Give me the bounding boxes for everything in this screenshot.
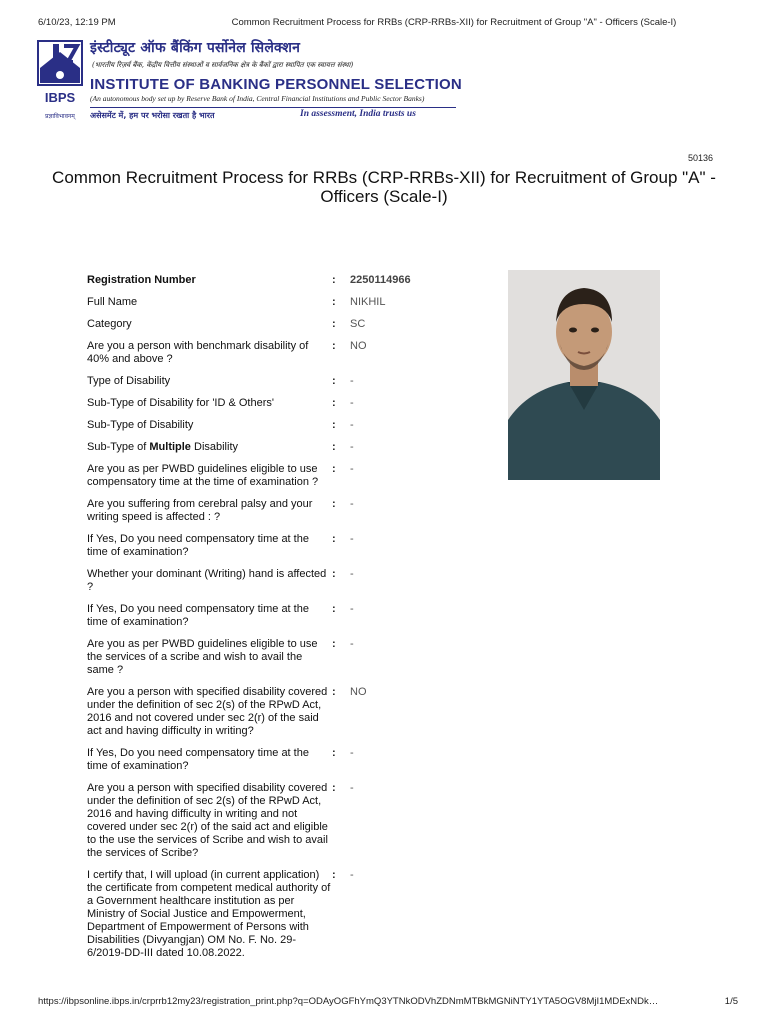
field-specified-disability-scribe [87, 782, 417, 860]
field-value: - [350, 498, 354, 510]
field-cerebral-palsy [87, 498, 417, 524]
field-label-after: Disability [190, 441, 239, 453]
field-separator: : [332, 603, 336, 615]
field-type-of-disability [87, 375, 417, 388]
field-value: - [350, 782, 354, 794]
org-subtitle: (An autonomous body set up by Reserve Bank of India, Central Financial Institutions and Public Sector Banks) [90, 94, 425, 103]
field-label: Are you a person with specified disability covered under the definition of sec 2(s) of the RPwD Act, 2016 and having difficulty in writing and not covered under sec 2(r) of the said act and eligible to the use the services of Scribe and wish to avail the services of Scribe? [87, 782, 328, 859]
field-value: NIKHIL [350, 296, 386, 308]
field-value: - [350, 419, 354, 431]
field-dominant-hand [87, 568, 417, 594]
field-specified-disability-writing [87, 686, 417, 738]
field-value: - [350, 638, 354, 650]
page-title: Common Recruitment Process for RRBs (CRP-RRBs-XII) for Recruitment of Group "A" - Officers (Scale-I) [52, 168, 716, 206]
field-separator: : [332, 441, 336, 453]
field-label: Full Name [87, 296, 138, 308]
field-value: - [350, 533, 354, 545]
ibps-logo-text: IBPS [44, 90, 76, 105]
ibps-logo-hindi: प्रज्ञाविभावनम् [45, 113, 75, 120]
candidate-photo [508, 270, 660, 480]
field-label: Sub-Type of Disability [87, 419, 194, 431]
field-label: I certify that, I will upload (in current application) the certificate from competent medical authority of a Government healthcare institution as per Ministry of Social Justice and Empowerment, Department of Empowerment of Persons with Disabilities (Divyangjan) OM No. F. No. 29-6/2019-DD-III dated 10.08.2022. [87, 869, 331, 959]
field-benchmark-disability [87, 340, 417, 366]
field-label: If Yes, Do you need compensatory time at the time of examination? [87, 747, 309, 772]
field-label: Are you a person with benchmark disability of 40% and above ? [87, 340, 309, 365]
registration-details [87, 274, 417, 969]
tagline-divider [90, 107, 456, 108]
field-label: Whether your dominant (Writing) hand is affected ? [87, 568, 327, 593]
field-pwbd-compensatory-time [87, 463, 417, 489]
field-value: - [350, 397, 354, 409]
field-separator: : [332, 782, 336, 794]
field-value: NO [350, 686, 367, 698]
field-registration-number [87, 274, 417, 287]
tagline-hindi: असेसमेंट में, हम पर भरोसा रखता है भारत [90, 111, 215, 120]
print-date: 6/10/23, 12:19 PM [38, 17, 116, 28]
field-label: If Yes, Do you need compensatory time at the time of examination? [87, 603, 309, 628]
field-label: Are you as per PWBD guidelines eligible to use compensatory time at the time of examination ? [87, 463, 319, 488]
field-separator: : [332, 463, 336, 475]
print-footer [38, 996, 738, 1008]
field-label: If Yes, Do you need compensatory time at the time of examination? [87, 533, 309, 558]
field-subtype-of-disability [87, 419, 417, 432]
ibps-logo [37, 40, 83, 122]
field-label: Type of Disability [87, 375, 171, 387]
field-separator: : [332, 318, 336, 330]
field-label-bold: Multiple [149, 441, 191, 453]
field-separator: : [332, 274, 336, 286]
document-code: 50136 [687, 153, 713, 163]
org-name: INSTITUTE OF BANKING PERSONNEL SELECTION [90, 76, 462, 93]
field-category [87, 318, 417, 331]
field-value: SC [350, 318, 366, 330]
field-certificate-declaration [87, 869, 417, 960]
field-subtype-multiple-disability [87, 441, 417, 454]
field-value: - [350, 603, 354, 615]
field-compensatory-time-3 [87, 747, 417, 773]
field-separator: : [332, 869, 336, 881]
field-separator: : [332, 419, 336, 431]
field-value: 2250114966 [350, 274, 411, 286]
print-header [38, 17, 730, 31]
field-value: NO [350, 340, 367, 352]
field-label: Category [87, 318, 132, 330]
org-name-hindi: इंस्टीट्यूट ऑफ बैंकिंग पर्सोनेल सिलेक्शन [90, 40, 301, 56]
field-subtype-id-others [87, 397, 417, 410]
field-separator: : [332, 340, 336, 352]
field-separator: : [332, 397, 336, 409]
field-label: Sub-Type of Disability for 'ID & Others' [87, 397, 274, 409]
field-compensatory-time-1 [87, 533, 417, 559]
field-separator: : [332, 638, 336, 650]
org-sub-hindi: (भारतीय रिज़र्व बैंक, केंद्रीय वित्तीय संस्थाओं व सार्वजनिक क्षेत्र के बैंकों द्वारा स्थापित एक स्वायत्त संस्था) [92, 61, 354, 69]
field-label: Registration Number [87, 274, 196, 286]
field-separator: : [332, 375, 336, 387]
field-compensatory-time-2 [87, 603, 417, 629]
field-label: Are you as per PWBD guidelines eligible to use the services of a scribe and wish to avail the same ? [87, 638, 318, 676]
field-separator: : [332, 296, 336, 308]
field-value: - [350, 568, 354, 580]
field-label: Are you suffering from cerebral palsy and your writing speed is affected : ? [87, 498, 313, 523]
field-separator: : [332, 686, 336, 698]
page-url: https://ibpsonline.ibps.in/crprrb12my23/registration_print.php?q=ODAyOGFhYmQ3YTNkODVhZDNmMTBkMGNiNTY1YTA5OGV8MjI1MDExNDk… [38, 996, 659, 1007]
field-value: - [350, 375, 354, 387]
field-value: - [350, 441, 354, 453]
field-label-before: Sub-Type of [87, 441, 150, 453]
page-number: 1/5 [724, 996, 738, 1007]
print-title: Common Recruitment Process for RRBs (CRP-RRBs-XII) for Recruitment of Group "A" - Officers (Scale-I) [231, 17, 677, 28]
tagline: In assessment, India trusts us [300, 109, 416, 119]
field-separator: : [332, 533, 336, 545]
field-label [87, 441, 332, 454]
field-separator: : [332, 568, 336, 580]
field-separator: : [332, 747, 336, 759]
field-separator: : [332, 498, 336, 510]
field-value: - [350, 869, 354, 881]
field-label: Are you a person with specified disability covered under the definition of sec 2(s) of the RPwD Act, 2016 and not covered under sec 2(r) of the said act and having difficulty in writing? [87, 686, 328, 737]
field-pwbd-scribe [87, 638, 417, 677]
field-value: - [350, 747, 354, 759]
field-value: - [350, 463, 354, 475]
field-full-name [87, 296, 417, 309]
